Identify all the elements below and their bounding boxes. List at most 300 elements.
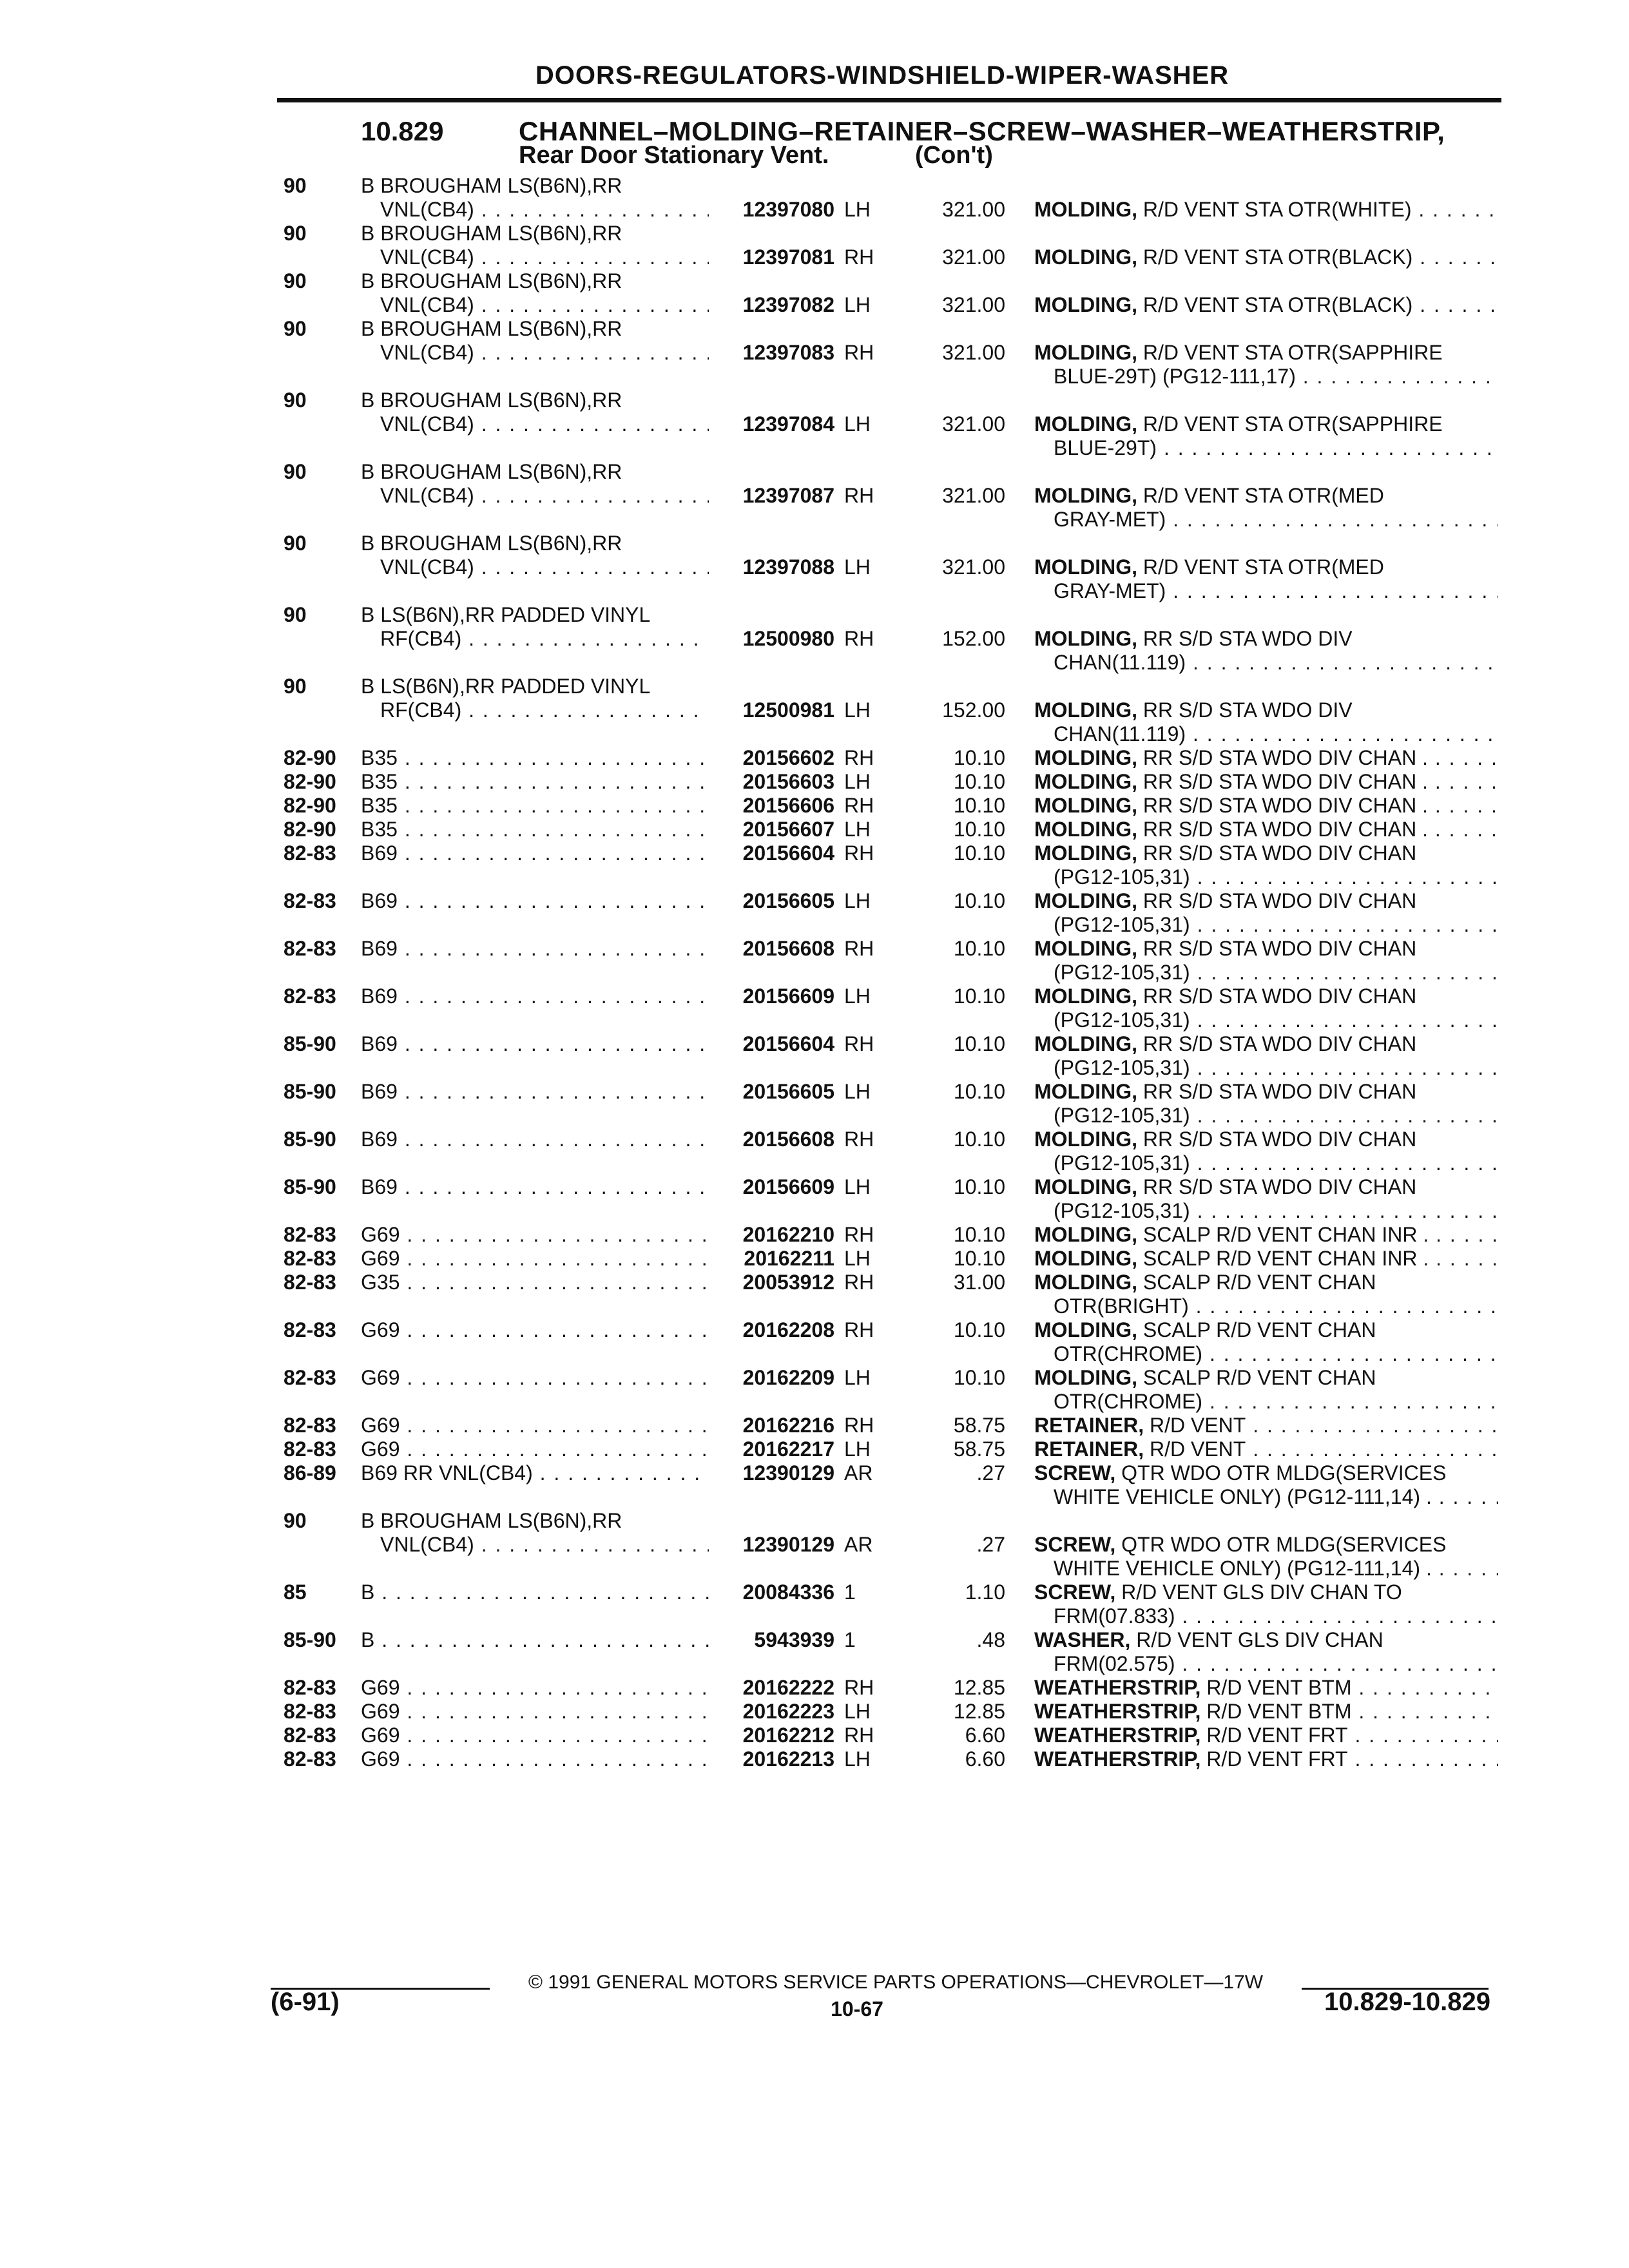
year-cell: 82-83 [284,1223,336,1246]
model-line-1: B LS(B6N),RR PADDED VINYL [361,603,651,626]
quantity: LH [844,1747,871,1771]
part-number: 12500981 [742,698,834,722]
part-number: 20156604 [742,841,834,865]
model-cell [361,174,709,222]
description-text: R/D VENT [1144,1437,1246,1461]
quantity: RH [844,794,874,817]
description-text: SCALP R/D VENT CHAN [1137,1271,1376,1294]
description-text: RR S/D STA WDO DIV [1137,698,1353,722]
model-line-2: VNL(CB4) . . . [361,1533,709,1557]
model-line-2: B35 . . . [361,794,709,818]
quantity: LH [844,770,871,793]
quantity: RH [844,1223,874,1246]
description-line-1 [1034,484,1498,508]
description [1034,1271,1498,1318]
model-cell [361,532,709,579]
year-cell: 82-90 [284,746,336,769]
year-cell: 82-83 [284,1318,336,1341]
year-cell: 90 [284,389,307,412]
price: 10.10 [953,1223,1005,1246]
table-row [0,603,1629,675]
description-line-2: (PG12-105,31) . . . [1034,961,1498,985]
model-cell [361,1747,709,1771]
part-number: 12397087 [742,484,834,507]
price: 12.85 [953,1676,1005,1699]
description-line-1 [1034,198,1498,222]
description [1034,484,1498,532]
description-keyword: SCREW, [1034,1581,1116,1604]
description-line-2: BLUE-29T) (PG12-111,17) . . . [1034,365,1498,389]
description-keyword: MOLDING, [1034,412,1137,436]
description-line-1 [1034,698,1498,722]
description-line-2: WHITE VEHICLE ONLY) (PG12-111,14) . . . . [1034,1557,1498,1581]
description-line-1 [1034,985,1498,1008]
year-cell: 85-90 [284,1032,336,1055]
model-line-2: B69 . . . [361,1128,709,1151]
description-text: RR S/D STA WDO DIV CHAN [1137,1032,1417,1055]
year-cell: 82-83 [284,1437,336,1461]
description-text: SCALP R/D VENT CHAN [1137,1318,1376,1341]
quantity: LH [844,412,871,436]
description-line-1 [1034,1533,1498,1557]
year-cell: 90 [284,532,307,555]
price: 1.10 [965,1581,1005,1604]
quantity: RH [844,1414,874,1437]
description-line-1 [1034,1628,1498,1652]
description-line-2: (PG12-105,31) . . . [1034,1104,1498,1128]
model-cell [361,1676,709,1700]
table-row [0,1581,1629,1628]
quantity: RH [844,341,874,364]
price: 10.10 [953,794,1005,817]
model-cell [361,1724,709,1747]
description-text: R/D VENT STA OTR(MED [1137,555,1384,579]
description-line-1 [1034,1437,1498,1461]
year-cell: 82-90 [284,770,336,793]
price: 10.10 [953,818,1005,841]
part-number: 12397080 [742,198,834,221]
description [1034,1461,1498,1509]
description-line-2: FRM(07.833) . . . [1034,1604,1498,1628]
table-row [0,1032,1629,1080]
description-text: RR S/D STA WDO DIV [1137,627,1353,650]
model-line-2: B69 RR VNL(CB4) . . . [361,1461,709,1485]
description-line-2: OTR(CHROME) . . . [1034,1342,1498,1366]
quantity: AR [844,1461,873,1485]
description-text: R/D VENT FRT [1200,1747,1348,1771]
year-cell: 85-90 [284,1128,336,1151]
year-cell: 90 [284,460,307,483]
description-text: R/D VENT GLS DIV CHAN [1130,1628,1383,1651]
part-number: 12397081 [742,245,834,269]
model-cell [361,841,709,865]
quantity: RH [844,627,874,650]
year-cell: 90 [284,222,307,245]
model-line-2: VNL(CB4) . . . [361,198,709,222]
description-line-1 [1034,1581,1498,1604]
model-line-2: B35 . . . [361,818,709,841]
quantity: 1 [844,1581,856,1604]
description-line-1 [1034,555,1498,579]
description-line-1 [1034,841,1498,865]
description [1034,841,1498,889]
table-row [0,1414,1629,1437]
price: 321.00 [942,198,1005,221]
part-number: 20162211 [744,1247,834,1270]
description-keyword: WEATHERSTRIP, [1034,1747,1201,1771]
table-row [0,1461,1629,1509]
price: 10.10 [953,770,1005,793]
year-cell: 85-90 [284,1175,336,1198]
year-cell: 82-83 [284,1366,336,1389]
model-cell [361,1700,709,1724]
description-line-2: (PG12-105,31) . . . [1034,1151,1498,1175]
price: 10.10 [953,1128,1005,1151]
description-text: R/D VENT STA OTR(BLACK) [1137,293,1413,316]
part-number: 12397083 [742,341,834,364]
description-line-2: FRM(02.575) . . . [1034,1652,1498,1676]
model-line-1: B BROUGHAM LS(B6N),RR [361,1509,622,1532]
description-text: R/D VENT STA OTR(WHITE) [1137,198,1412,221]
description-text: R/D VENT GLS DIV CHAN TO [1115,1581,1402,1604]
description-text: RR S/D STA WDO DIV CHAN [1137,841,1417,865]
model-line-2: G69 . . . [361,1700,709,1724]
part-number: 20162213 [742,1747,834,1771]
description [1034,937,1498,985]
description-keyword: MOLDING, [1034,341,1137,364]
description-keyword: MOLDING, [1034,1247,1137,1270]
description-text: R/D VENT STA OTR(SAPPHIRE [1137,412,1443,436]
description-line-1 [1034,1676,1498,1700]
description-keyword: SCREW, [1034,1461,1116,1485]
model-line-2: RF(CB4) . . . [361,698,709,722]
year-cell: 82-83 [284,841,336,865]
description [1034,341,1498,389]
model-line-1: B BROUGHAM LS(B6N),RR [361,317,622,340]
description-text: RR S/D STA WDO DIV CHAN [1137,889,1417,912]
description-text: R/D VENT STA OTR(MED [1137,484,1384,507]
description-line-1 [1034,1366,1498,1390]
description-line-2: OTR(BRIGHT) . . . [1034,1294,1498,1318]
model-cell [361,1437,709,1461]
part-number: 12397088 [742,555,834,579]
price: .27 [976,1461,1005,1485]
part-number: 20162209 [742,1366,834,1389]
description-line-2: CHAN(11.119) . . . [1034,722,1498,746]
table-row [0,794,1629,818]
model-line-2: VNL(CB4) . . . [361,412,709,436]
description-line-1 [1034,1223,1498,1247]
price: .48 [976,1628,1005,1651]
description-keyword: MOLDING, [1034,1366,1137,1389]
description [1034,555,1498,603]
model-cell [361,222,709,269]
model-line-2: B . . . [361,1628,709,1652]
price: 10.10 [953,1080,1005,1103]
model-line-2: B69 . . . [361,985,709,1008]
description [1034,1223,1498,1247]
description-keyword: RETAINER, [1034,1414,1144,1437]
model-cell [361,317,709,365]
year-cell: 82-83 [284,1247,336,1270]
quantity: RH [844,1032,874,1055]
price: 321.00 [942,245,1005,269]
description-keyword: MOLDING, [1034,1128,1137,1151]
year-cell: 82-83 [284,1724,336,1747]
model-cell [361,1581,709,1604]
description [1034,1724,1498,1747]
model-cell [361,1509,709,1557]
table-row [0,1247,1629,1271]
description-keyword: RETAINER, [1034,1437,1144,1461]
model-cell [361,1128,709,1151]
part-number: 20162222 [742,1676,834,1699]
description [1034,1175,1498,1223]
model-cell [361,1414,709,1437]
model-cell [361,1271,709,1294]
table-row [0,675,1629,746]
description-text: RR S/D STA WDO DIV CHAN [1137,985,1417,1008]
table-row [0,1700,1629,1724]
table-row [0,174,1629,222]
part-number: 20156609 [742,1175,834,1198]
quantity: LH [844,198,871,221]
year-cell: 90 [284,1509,307,1532]
model-cell [361,889,709,913]
quantity: RH [844,1676,874,1699]
quantity: LH [844,293,871,316]
model-line-2: B69 . . . [361,937,709,961]
description-line-2: (PG12-105,31) . . . [1034,1008,1498,1032]
quantity: LH [844,818,871,841]
table-row [0,818,1629,841]
description-text: RR S/D STA WDO DIV CHAN . [1137,770,1428,793]
description [1034,1700,1498,1724]
year-cell: 82-83 [284,985,336,1008]
description-text: R/D VENT STA OTR(BLACK) [1137,245,1413,269]
description [1034,1533,1498,1581]
description-keyword: MOLDING, [1034,484,1137,507]
model-line-2: B69 . . . [361,1175,709,1199]
description [1034,1366,1498,1414]
section-subtitle: Rear Door Stationary Vent. [519,142,829,169]
model-line-2: B35 . . . [361,746,709,770]
description-line-1 [1034,245,1498,269]
quantity: LH [844,985,871,1008]
description [1034,1747,1498,1771]
description-keyword: MOLDING, [1034,698,1137,722]
part-number: 20156602 [742,746,834,769]
model-cell [361,603,709,651]
description-text: SCALP R/D VENT CHAN [1137,1366,1376,1389]
description-keyword: MOLDING, [1034,1175,1137,1198]
model-line-1: B BROUGHAM LS(B6N),RR [361,269,622,293]
table-row [0,841,1629,889]
model-cell [361,1032,709,1056]
description-keyword: MOLDING, [1034,555,1137,579]
model-cell [361,937,709,961]
model-line-2: B . . . [361,1581,709,1604]
description-text: SCALP R/D VENT CHAN INR . [1137,1247,1429,1270]
table-row [0,460,1629,532]
model-line-2: G69 . . . [361,1366,709,1390]
model-line-2: B69 . . . [361,1080,709,1104]
part-number: 20156608 [742,1128,834,1151]
part-number: 20156605 [742,1080,834,1103]
price: .27 [976,1533,1005,1556]
model-line-2: B35 . . . [361,770,709,794]
description [1034,1676,1498,1700]
model-line-2: VNL(CB4) . . . [361,341,709,365]
quantity: RH [844,1318,874,1341]
description-line-1 [1034,1080,1498,1104]
quantity: RH [844,1271,874,1294]
year-cell: 82-83 [284,889,336,912]
year-cell: 82-83 [284,1271,336,1294]
description [1034,1581,1498,1628]
part-number: 20084336 [742,1581,834,1604]
price: 31.00 [953,1271,1005,1294]
description [1034,1318,1498,1366]
table-row [0,1747,1629,1771]
description-keyword: WEATHERSTRIP, [1034,1724,1201,1747]
description-line-1 [1034,818,1498,841]
model-cell [361,746,709,770]
model-line-2: VNL(CB4) . . . [361,245,709,269]
description-text: R/D VENT [1144,1414,1246,1437]
year-cell: 90 [284,269,307,293]
price: 6.60 [965,1724,1005,1747]
quantity: RH [844,1128,874,1151]
description-keyword: WEATHERSTRIP, [1034,1700,1201,1723]
price: 10.10 [953,1175,1005,1198]
year-cell: 90 [284,174,307,197]
year-cell: 90 [284,603,307,626]
table-row [0,1223,1629,1247]
description [1034,770,1498,794]
description-text: R/D VENT BTM [1200,1676,1352,1699]
part-number: 20162212 [742,1724,834,1747]
table-row [0,222,1629,269]
description [1034,1414,1498,1437]
description [1034,794,1498,818]
model-line-1: B BROUGHAM LS(B6N),RR [361,222,622,245]
part-number: 20156606 [742,794,834,817]
model-line-2: G69 . . . [361,1414,709,1437]
model-cell [361,1175,709,1199]
quantity: LH [844,555,871,579]
part-number: 20156603 [742,770,834,793]
description-keyword: MOLDING, [1034,985,1137,1008]
description-line-1 [1034,341,1498,365]
quantity: LH [844,698,871,722]
description-line-1 [1034,1724,1498,1747]
price: 321.00 [942,412,1005,436]
description-line-1 [1034,746,1498,770]
section-number: 10.829 [361,116,444,146]
description-line-1 [1034,794,1498,818]
description [1034,198,1498,222]
model-line-1: B LS(B6N),RR PADDED VINYL [361,675,651,698]
description [1034,245,1498,269]
model-line-1: B BROUGHAM LS(B6N),RR [361,460,622,483]
table-row [0,269,1629,317]
description-line-1 [1034,1318,1498,1342]
table-row [0,1271,1629,1318]
description-text: R/D VENT FRT [1200,1724,1348,1747]
table-row [0,985,1629,1032]
table-row [0,1318,1629,1366]
description-keyword: MOLDING, [1034,1080,1137,1103]
model-line-1: B BROUGHAM LS(B6N),RR [361,389,622,412]
model-line-2: B69 . . . [361,1032,709,1056]
year-cell: 85-90 [284,1080,336,1103]
model-cell [361,1223,709,1247]
price: 58.75 [953,1437,1005,1461]
price: 10.10 [953,1247,1005,1270]
quantity: AR [844,1533,873,1556]
price: 321.00 [942,341,1005,364]
model-cell [361,1080,709,1104]
table-row [0,389,1629,460]
price: 6.60 [965,1747,1005,1771]
price: 10.10 [953,985,1005,1008]
model-line-1: B BROUGHAM LS(B6N),RR [361,532,622,555]
part-number: 20162223 [742,1700,834,1723]
year-cell: 82-83 [284,937,336,960]
model-cell [361,675,709,722]
description-keyword: MOLDING, [1034,937,1137,960]
description-keyword: WASHER, [1034,1628,1131,1651]
table-row [0,1724,1629,1747]
model-cell [361,1461,709,1485]
description-keyword: MOLDING, [1034,245,1137,269]
description-text: QTR WDO OTR MLDG(SERVICES [1115,1461,1447,1485]
part-number: 20053912 [742,1271,834,1294]
description-line-1 [1034,1128,1498,1151]
description-line-1 [1034,1414,1498,1437]
description-keyword: MOLDING, [1034,627,1137,650]
description-line-1 [1034,1747,1498,1771]
model-line-2: G69 . . . [361,1747,709,1771]
table-row [0,937,1629,985]
description-text: RR S/D STA WDO DIV CHAN [1137,1128,1417,1151]
quantity: RH [844,1724,874,1747]
model-line-2: VNL(CB4) . . . [361,555,709,579]
table-row [0,889,1629,937]
description-line-2: WHITE VEHICLE ONLY) (PG12-111,14) . . . . [1034,1485,1498,1509]
description-keyword: MOLDING, [1034,794,1137,817]
description-text: SCALP R/D VENT CHAN INR . [1137,1223,1429,1246]
table-row [0,1437,1629,1461]
table-row [0,746,1629,770]
quantity: 1 [844,1628,856,1651]
description-keyword: WEATHERSTRIP, [1034,1676,1201,1699]
model-line-2: G69 . . . [361,1247,709,1271]
description-line-1 [1034,1271,1498,1294]
quantity: LH [844,1175,871,1198]
year-cell: 82-83 [284,1414,336,1437]
description-keyword: MOLDING, [1034,1223,1137,1246]
description-keyword: MOLDING, [1034,770,1137,793]
description-line-1 [1034,293,1498,317]
price: 58.75 [953,1414,1005,1437]
year-cell: 85 [284,1581,307,1604]
model-line-2: G69 . . . [361,1437,709,1461]
price: 321.00 [942,555,1005,579]
table-row [0,317,1629,389]
part-number: 20162208 [742,1318,834,1341]
